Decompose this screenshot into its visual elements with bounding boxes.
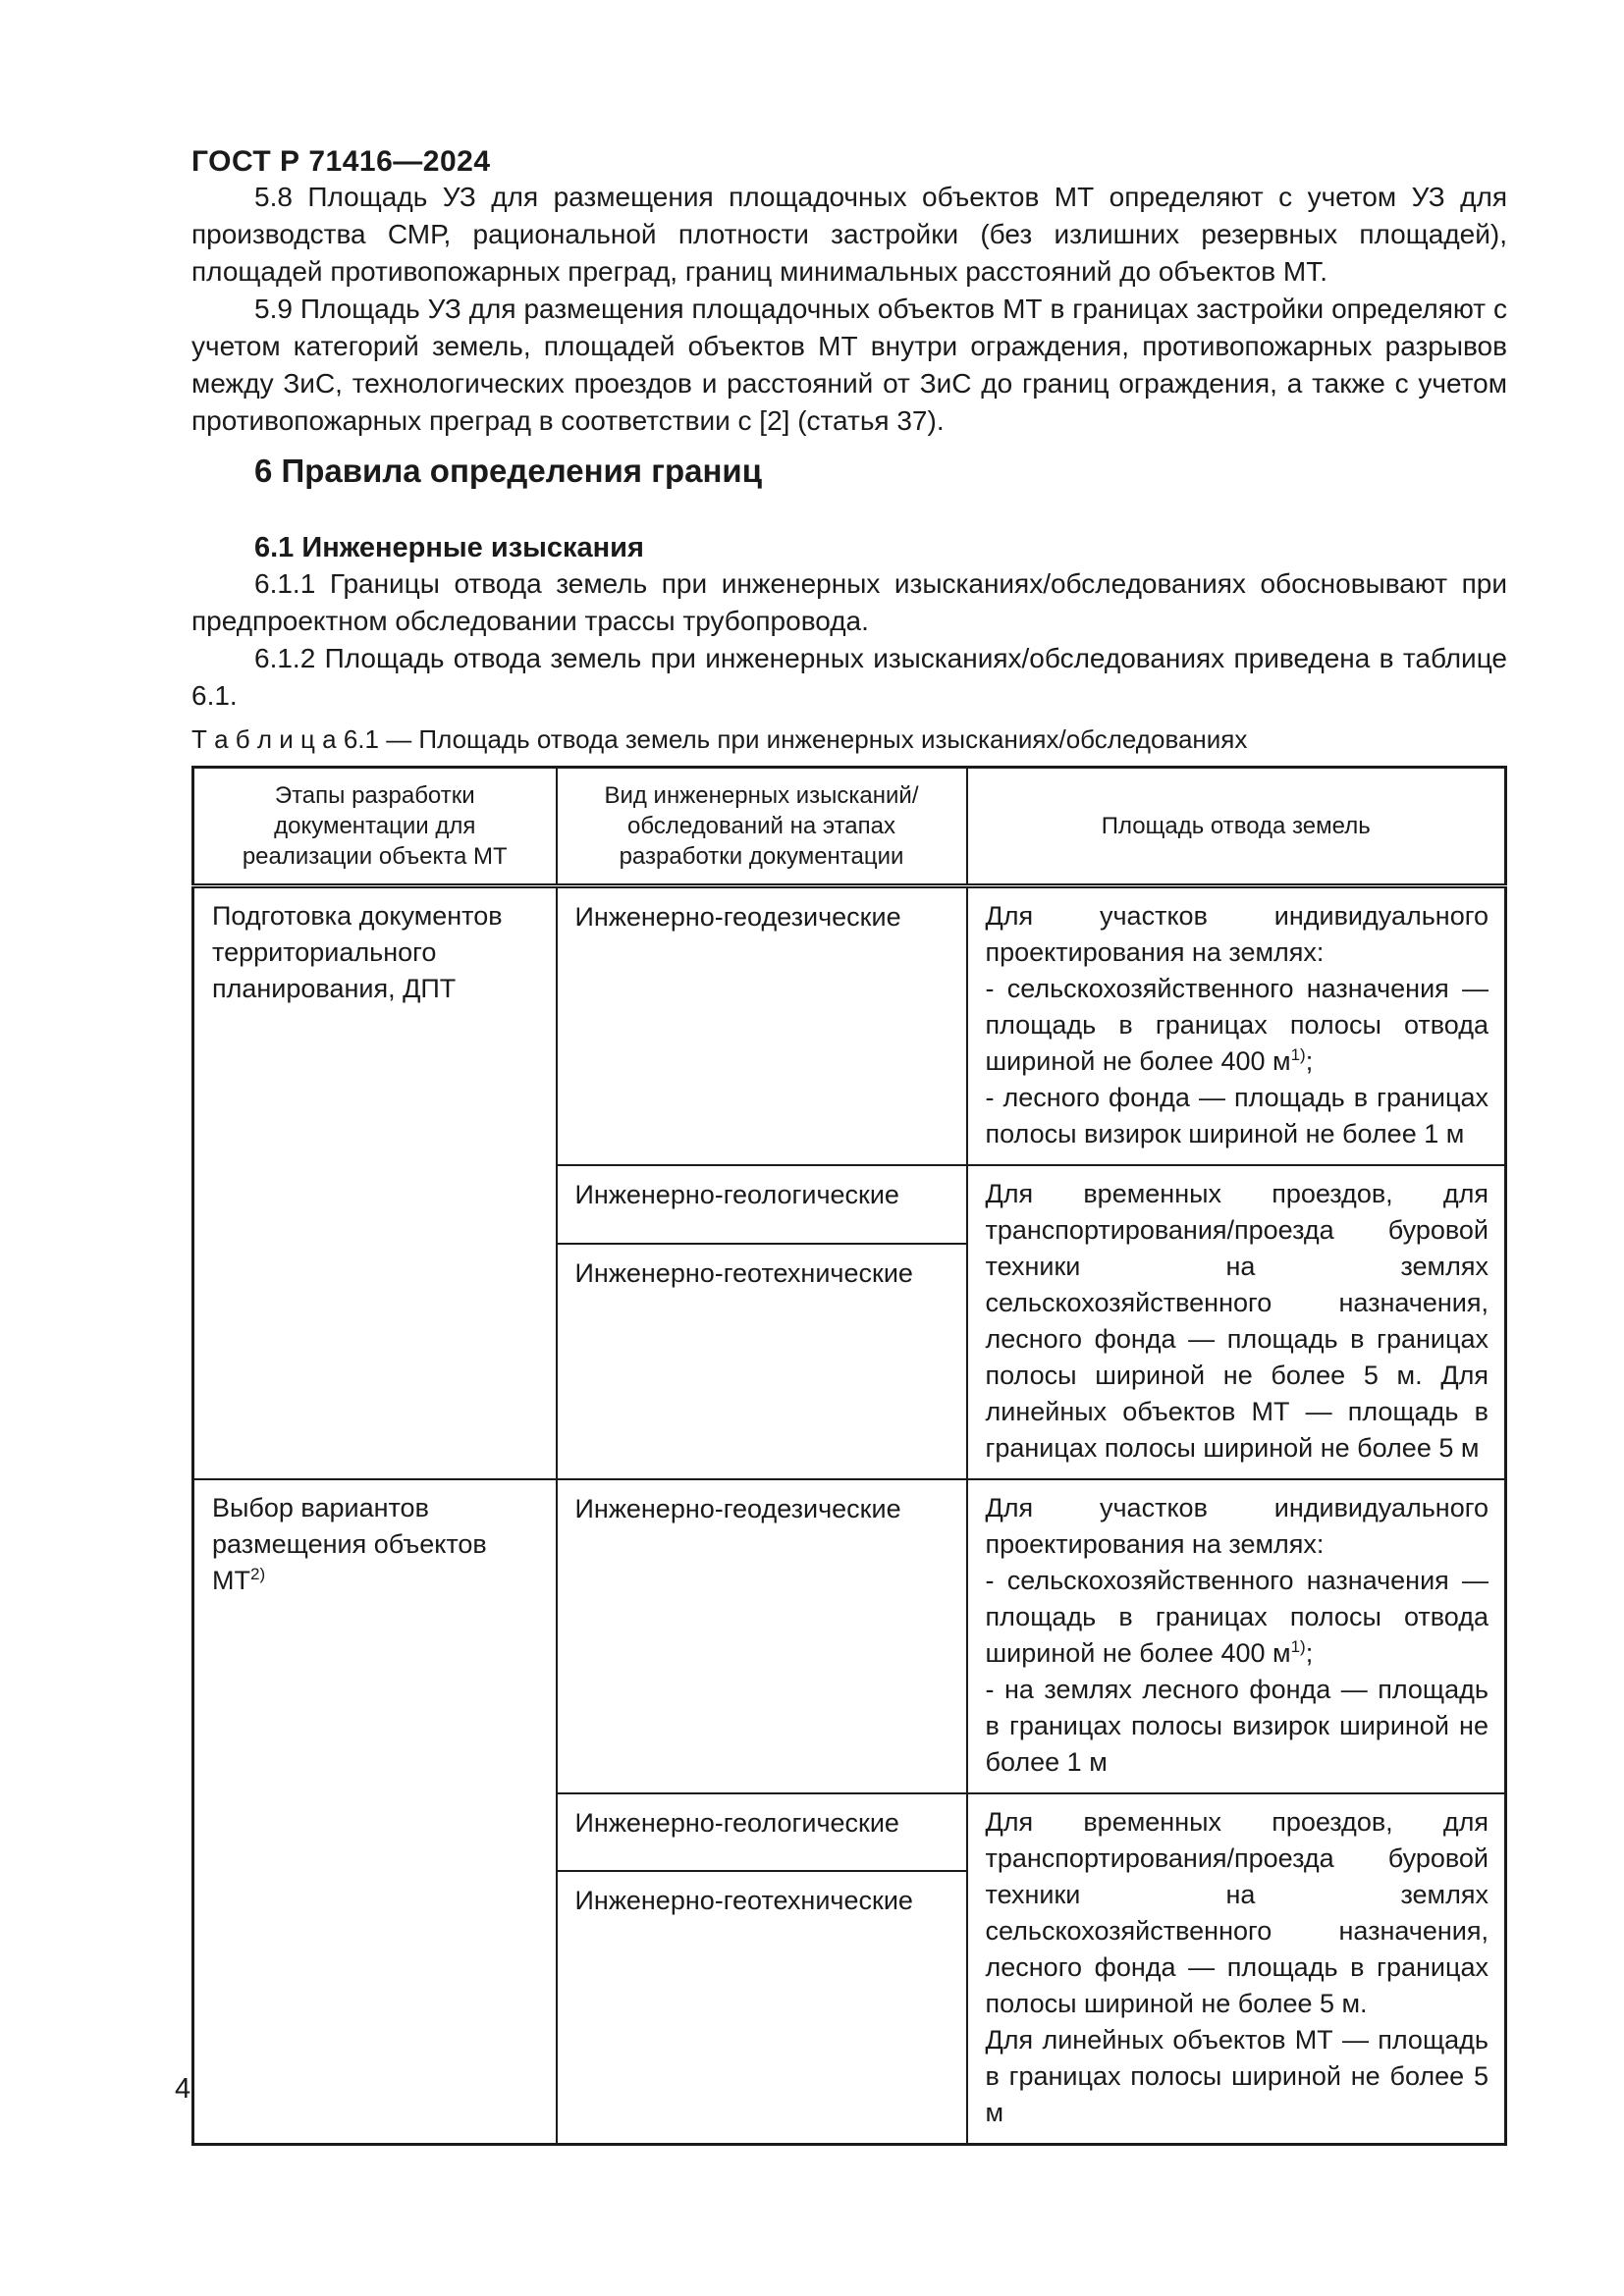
running-header: ГОСТ Р 71416—2024: [191, 145, 491, 178]
area-text-line: Для линейных объектов МТ — площадь в границах полосы шириной не более 5 м: [985, 2025, 1489, 2127]
col-header-stages: [193, 768, 557, 886]
stage-line: территориального: [212, 937, 437, 967]
stage-cell-dpt: [193, 886, 557, 1480]
area-text-segment: ;: [1305, 1638, 1314, 1668]
area-text-line: - лесного фонда — площадь в границах полосы визирок шириной не более 1 м: [985, 1083, 1489, 1148]
footnote-ref-1: 1): [1290, 1045, 1306, 1064]
area-text-segment: - сельскохозяйственного назначения — площадь в границах полосы отвода шириной не более 400 м: [985, 974, 1489, 1076]
area-text-segment: - сельскохозяйственного назначения — площадь в границах полосы отвода шириной не более 400 м: [985, 1566, 1489, 1668]
survey-label: Инженерно-геотехнические: [574, 1258, 913, 1288]
col-header-area-label: Площадь отвода земель: [1101, 813, 1371, 839]
survey-cell-geotechnical: [557, 1244, 967, 1479]
survey-label: Инженерно-геотехнические: [574, 1885, 913, 1915]
stage-line: планирования, ДПТ: [212, 974, 457, 1003]
table-6-1: [191, 766, 1507, 2146]
section-heading-6: 6 Правила определения границ: [254, 453, 762, 489]
stage-line: Выбор вариантов: [212, 1493, 429, 1522]
table-caption: Т а б л и ц а 6.1 — Площадь отвода земель при инженерных изысканиях/обследованиях: [191, 724, 1248, 754]
area-text-line: [986, 971, 1489, 1080]
area-cell-individual-design: [967, 886, 1506, 1166]
area-text-segment: ;: [1305, 1046, 1314, 1076]
stage-line: [212, 1526, 540, 1599]
survey-cell-geotechnical: [557, 1871, 967, 2145]
area-cell-temporary-roads: [967, 1793, 1506, 2145]
area-cell-temporary-roads: [967, 1165, 1506, 1479]
col-header-stages-label: Этапы разработки документации для реализации объекта МТ: [242, 782, 508, 870]
page-number: 4: [175, 2073, 191, 2105]
area-text-line: Для участков индивидуального проектирования на землях:: [985, 1493, 1489, 1559]
survey-label: Инженерно-геодезические: [574, 902, 901, 932]
paragraph-6-1-1: 6.1.1 Границы отвода земель при инженерных изысканиях/обследованиях обосновывают при предпроектном обследовании трассы трубопровода.: [191, 568, 1507, 636]
stage-line-text: размещения объектов МТ: [212, 1529, 487, 1595]
survey-cell-geodetic: [557, 1479, 967, 1793]
footnote-ref-1: 1): [1290, 1637, 1306, 1656]
section-heading-6-1: 6.1 Инженерные изыскания: [254, 532, 644, 563]
survey-label: Инженерно-геологические: [574, 1808, 899, 1838]
paragraph-6-1-2: 6.1.2 Площадь отвода земель при инженерных изысканиях/обследованиях приведена в таблице 6.1.: [191, 643, 1507, 711]
area-text-line: [986, 1563, 1489, 1672]
stage-line: Подготовка документов: [212, 901, 503, 931]
stage-cell-variant-selection: [193, 1479, 557, 2145]
survey-label: Инженерно-геологические: [574, 1180, 899, 1209]
area-cell-individual-design: [967, 1479, 1506, 1793]
area-text-line: - на землях лесного фонда — площадь в границах полосы визирок шириной не более 1 м: [985, 1675, 1489, 1777]
survey-cell-geodetic: [557, 886, 967, 1166]
survey-cell-geological: [557, 1165, 967, 1244]
area-text-line: Для временных проездов, для транспортирования/проезда буровой техники на землях сельскохозяйственного назначения, лесного фонда — площадь в границах полосы шириной не более 5 м.: [985, 1807, 1489, 2018]
table-row: [193, 886, 1506, 1166]
footnote-ref-2: 2): [249, 1565, 266, 1583]
survey-cell-geological: [557, 1793, 967, 1871]
survey-label: Инженерно-геодезические: [574, 1494, 901, 1523]
table-header-row: [193, 768, 1506, 886]
page-content: [191, 145, 1507, 2146]
col-header-survey-type-label: Вид инженерных изысканий/обследований на этапах разработки документации: [604, 782, 919, 870]
paragraph-5-9: 5.9 Площадь УЗ для размещения площадочных объектов МТ в границах застройки определяют с учетом категорий земель, площадей объектов МТ внутри ограждения, противопожарных разрывов между ЗиС, технологических проездов и расстояний от ЗиС до границ ограждения, а также с учетом противопожарных преград в соответствии с [2] (статья 37).: [191, 294, 1507, 436]
area-text-line: Для участков индивидуального проектирования на землях:: [985, 901, 1489, 967]
paragraph-5-8: 5.8 Площадь УЗ для размещения площадочных объектов МТ определяют с учетом УЗ для производства СМР, рациональной плотности застройки (без излишних резервных площадей), площадей противопожарных преград, границ минимальных расстояний до объектов МТ.: [191, 182, 1507, 287]
table-row: [193, 1479, 1506, 1793]
col-header-area: [967, 768, 1506, 886]
col-header-survey-type: [557, 768, 967, 886]
area-text-line: Для временных проездов, для транспортирования/проезда буровой техники на землях сельскохозяйственного назначения, лесного фонда — площадь в границах полосы шириной не более 5 м. Для линейных объектов МТ — площадь в границах полосы шириной не более 5 м: [985, 1179, 1489, 1463]
